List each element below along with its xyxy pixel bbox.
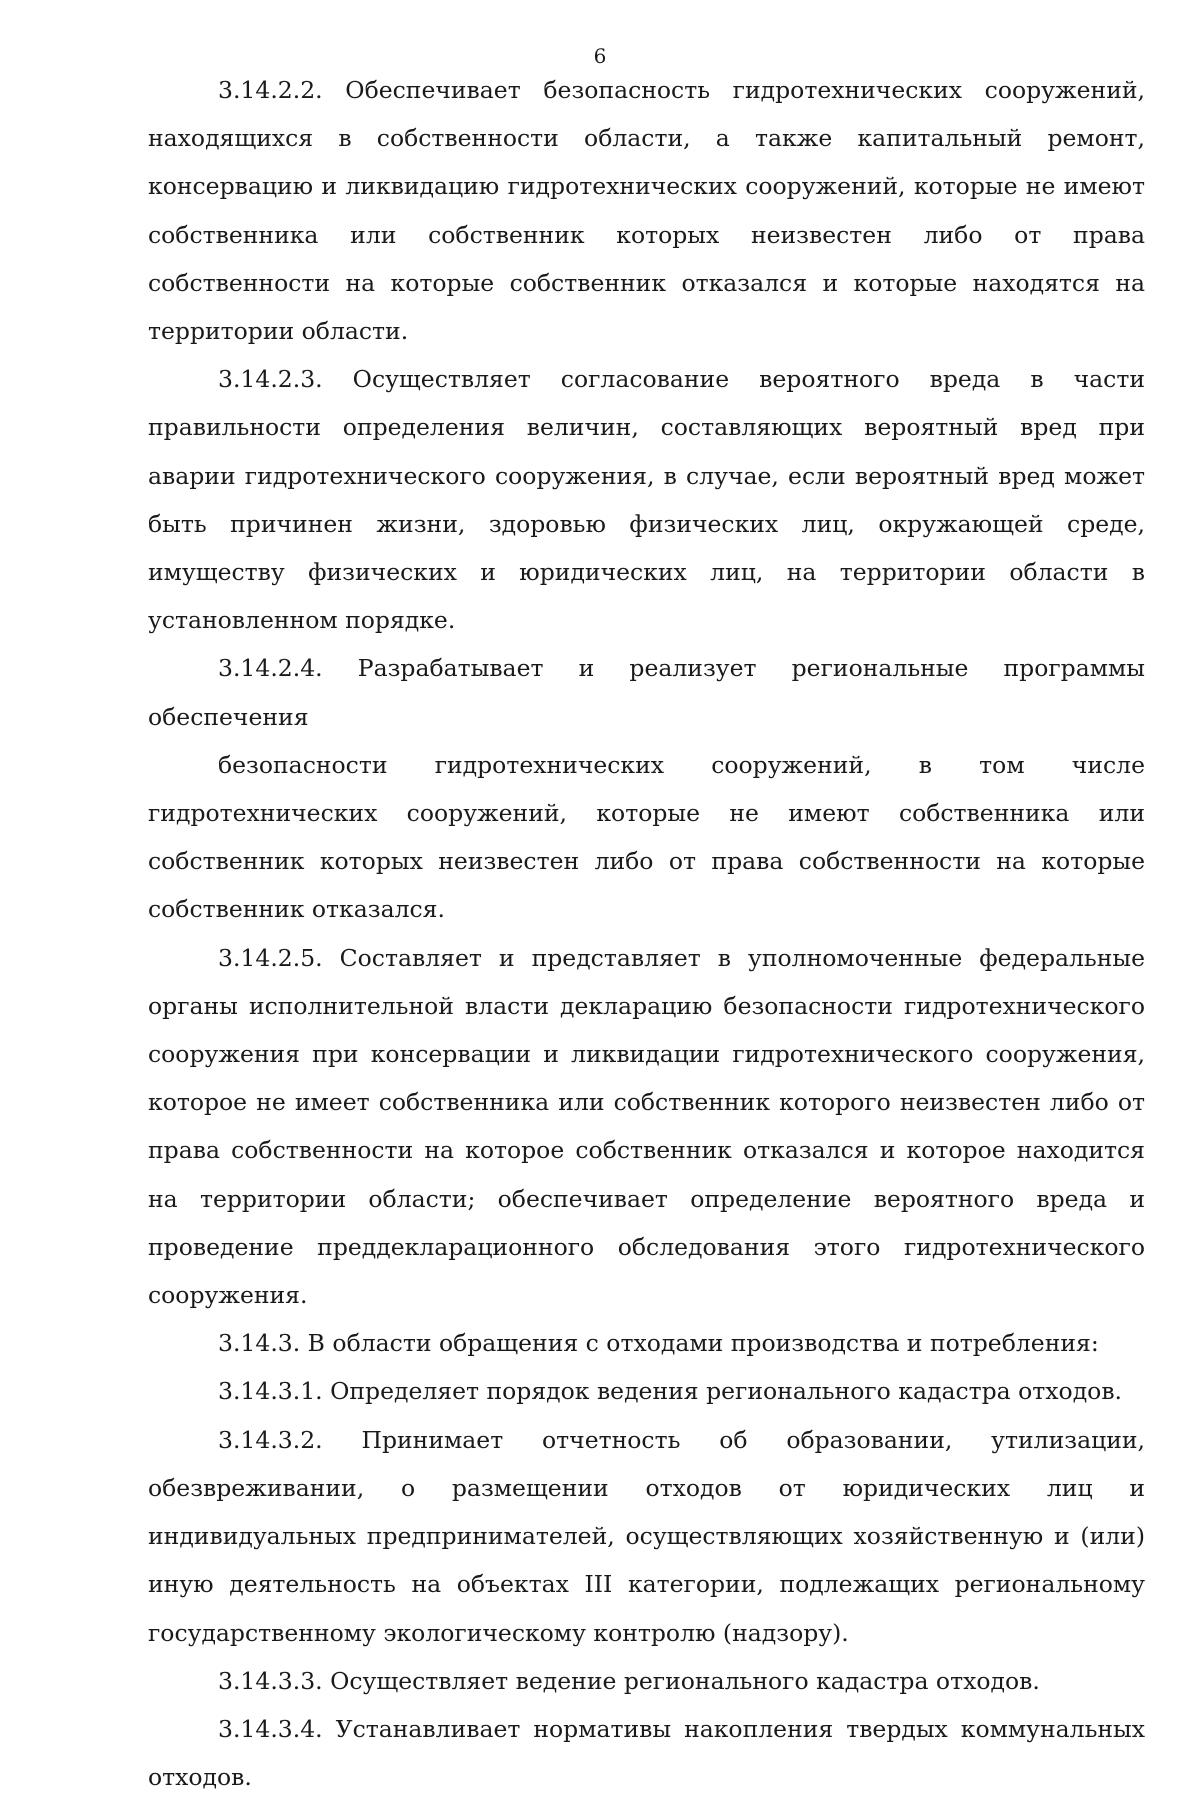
- paragraph-3-14-2-4: 3.14.2.4. Разрабатывает и реализует региональные программы обеспечения: [148, 654, 1145, 731]
- paragraph-3-14-2-5: 3.14.2.5. Составляет и представляет в уполномоченные федеральные органы исполнительной власти декларацию безопасности гидротехнического сооружения при консервации и ликвидации гидротехнического сооружения, которое не имеет собственника или собственник которого неизвестен либо от права собственности на которое собственник отказался и которое находится на территории области; обеспечивает определение вероятного вреда и проведение преддекларационного обследования этого гидротехнического сооружения.: [148, 943, 1145, 1310]
- paragraph-3-14-2-4-continued: безопасности гидротехнических сооружений, в том числе гидротехнических сооружений, которые не имеют собственника или собственник которых неизвестен либо от права собственности на которые собственник отказался.: [148, 750, 1145, 924]
- paragraph-3-14-3-2: 3.14.3.2. Принимает отчетность об образовании, утилизации, обезвреживании, о размещении отходов от юридических лиц и индивидуальных предпринимателей, осуществляющих хозяйственную и (или) иную деятельность на объектах III категории, подлежащих региональному государственному экологическому контролю (надзору).: [148, 1425, 1145, 1647]
- paragraph-3-14-2-3: 3.14.2.3. Осуществляет согласование вероятного вреда в части правильности определения величин, составляющих вероятный вред при аварии гидротехнического сооружения, в случае, если вероятный вред может быть причинен жизни, здоровью физических лиц, окружающей среде, имуществу физических и юридических лиц, на территории области в установленном порядке.: [148, 365, 1145, 635]
- page-number: 6: [593, 44, 607, 68]
- paragraph-3-14-3: 3.14.3. В области обращения с отходами производства и потребления:: [218, 1329, 1099, 1358]
- paragraph-3-14-3-4: 3.14.3.4. Устанавливает нормативы накопления твердых коммунальных отходов.: [148, 1714, 1145, 1792]
- paragraph-3-14-3-3: 3.14.3.3. Осуществляет ведение регионального кадастра отходов.: [218, 1666, 1040, 1695]
- paragraph-3-14-2-2: 3.14.2.2. Обеспечивает безопасность гидротехнических сооружений, находящихся в собственности области, а также капитальный ремонт, консервацию и ликвидацию гидротехнических сооружений, которые не имеют собственника или собственник которых неизвестен либо от права собственности на которые собственник отказался и которые находятся на территории области.: [148, 76, 1145, 346]
- document-body: [148, 66, 1145, 1801]
- paragraph-3-14-3-1: 3.14.3.1. Определяет порядок ведения регионального кадастра отходов.: [218, 1377, 1123, 1406]
